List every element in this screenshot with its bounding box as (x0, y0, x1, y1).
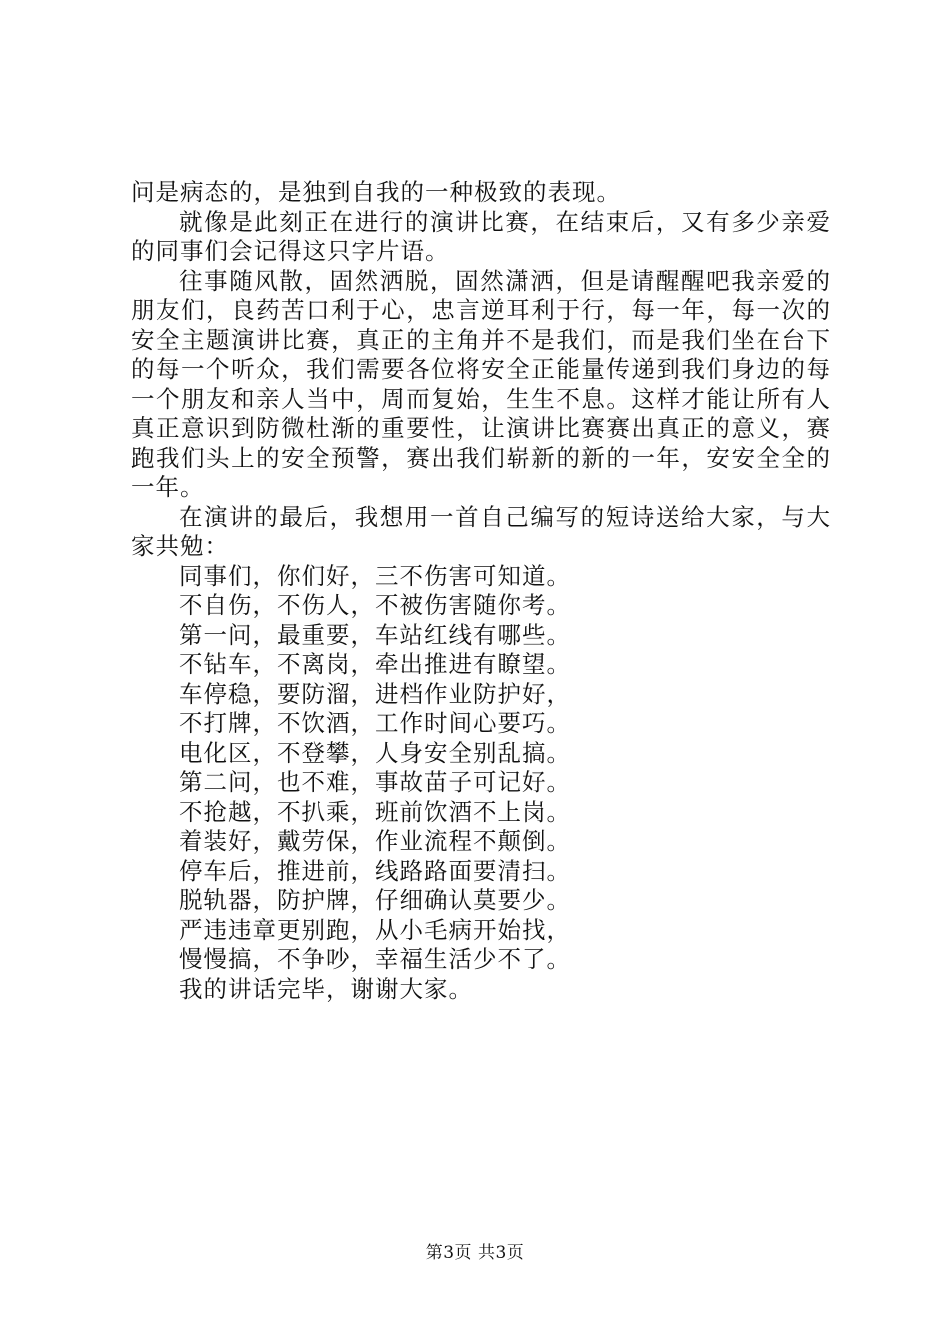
poem-line: 电化区，不登攀，人身安全别乱搞。 (179, 738, 571, 767)
poem-line: 第一问，最重要，车站红线有哪些。 (179, 620, 571, 649)
poem-line: 不打牌，不饮酒，工作时间心要巧。 (179, 709, 571, 737)
paragraph-4: 在演讲的最后，我想用一首自己编写的短诗送给大家，与大家共勉： (131, 502, 831, 560)
poem-line: 脱轨器，防护牌，仔细确认莫要少。 (179, 886, 571, 914)
page-number: 第3页 共3页 (425, 1243, 525, 1263)
document-body (131, 178, 831, 1004)
poem-line: 同事们，你们好，三不伤害可知道。 (179, 561, 571, 590)
poem-line: 车停稳，要防溜，进档作业防护好， (179, 679, 571, 708)
poem-line: 停车后，推进前，线路路面要清扫。 (179, 856, 571, 885)
closing-line: 我的讲话完毕，谢谢大家。 (179, 974, 473, 1003)
poem (131, 562, 831, 1005)
paragraph-2: 就像是此刻正在进行的演讲比赛，在结束后，又有多少亲爱的同事们会记得这只字片语。 (131, 207, 831, 265)
poem-line: 着装好，戴劳保，作业流程不颠倒。 (179, 827, 571, 855)
poem-line: 不自伤，不伤人，不被伤害随你考。 (179, 591, 571, 619)
poem-line: 不钻车，不离岗，牵出推进有瞭望。 (179, 650, 571, 678)
paragraph-1: 问是病态的，是独到自我的一种极致的表现。 (131, 178, 621, 206)
poem-line: 第二问，也不难，事故苗子可记好。 (179, 768, 571, 796)
poem-line: 不抢越，不扒乘，班前饮酒不上岗。 (179, 797, 571, 826)
page-footer (0, 1242, 950, 1264)
poem-line: 慢慢搞，不争吵，幸福生活少不了。 (179, 945, 571, 973)
paragraph-3: 往事随风散，固然洒脱，固然潇洒，但是请醒醒吧我亲爱的朋友们，良药苦口利于心，忠言逆耳利于行，每一年，每一次的安全主题演讲比赛，真正的主角并不是我们，而是我们坐在台下的每一个听众，我们需要各位将安全正能量传递到我们身边的每一个朋友和亲人当中，周而复始，生生不息。这样才能让所有人真正意识到防微杜渐的重要性，让演讲比赛赛出真正的意义，赛跑我们头上的安全预警，赛出我们崭新的新的一年，安安全全的一年。 (131, 266, 831, 501)
poem-line: 严违违章更别跑，从小毛病开始找， (179, 915, 571, 944)
